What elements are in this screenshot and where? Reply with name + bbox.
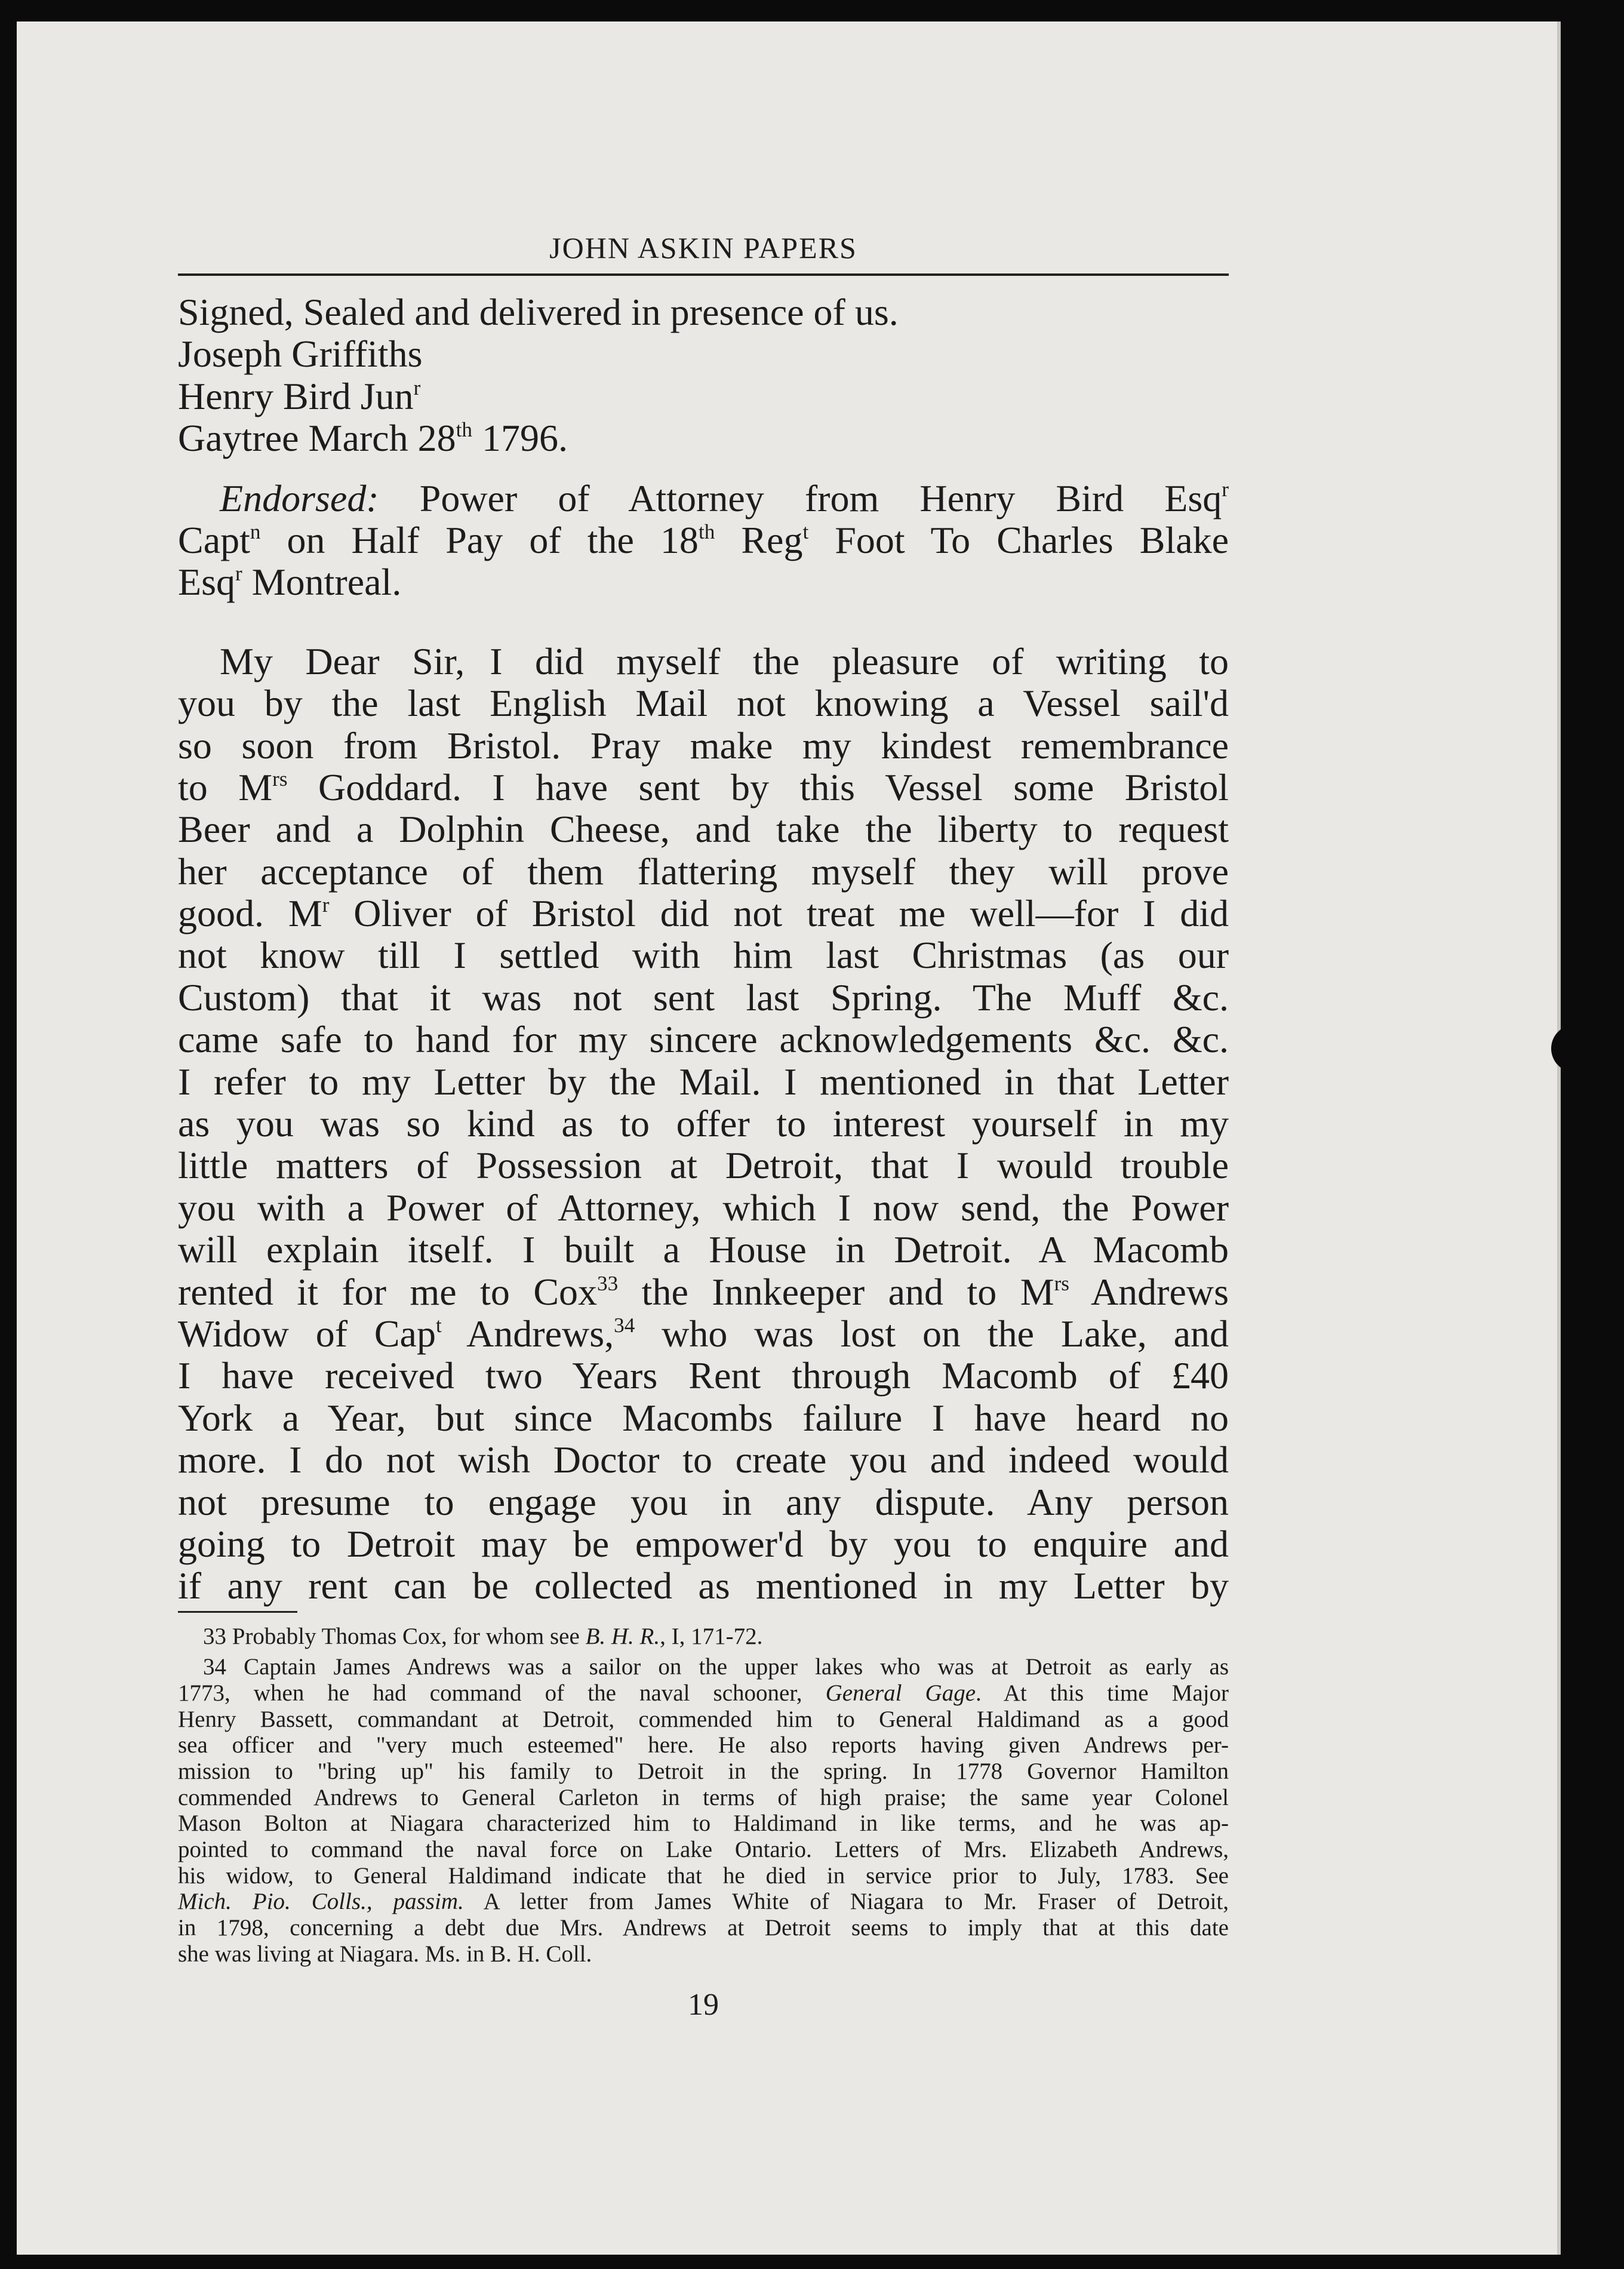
page-number: 19 xyxy=(688,1988,719,2022)
witness-block xyxy=(178,291,1229,460)
book-page xyxy=(17,21,1561,2255)
letter-line: My Dear Sir, I did myself the pleasure of writing to xyxy=(220,639,1229,682)
footnote-ref: 34 xyxy=(614,1313,635,1337)
footnote-line: mission to "bring up" his family to Detroit in the spring. In 1778 Governor Hamilton xyxy=(178,1758,1229,1785)
footnote-line: pointed to command the naval force on Lake Ontario. Letters of Mrs. Elizabeth Andrews, xyxy=(178,1837,1229,1863)
footnote-line: she was living at Niagara. Ms. in B. H. Coll. xyxy=(178,1941,592,1967)
letter-line: not presume to engage you in any dispute. Any person xyxy=(178,1480,1229,1523)
letter-line: came safe to hand for my sincere acknowledgements &c. &c. xyxy=(178,1018,1229,1061)
letter-line: rented it for me to Cox$^{33}$ the Innkeeper and to $M^{rs}$ Andrews xyxy=(178,1270,1229,1313)
page-edge-tab xyxy=(1551,1025,1575,1072)
footnote-line: commended Andrews to General Carleton in terms of high praise; the same year Colonel xyxy=(178,1784,1229,1810)
witness-line: Signed, Sealed and delivered in presence of us. xyxy=(178,291,899,333)
footnote-34 xyxy=(178,1654,1229,1967)
letter-line: not know till I settled with him last Christmas (as our xyxy=(178,934,1229,977)
endorsement-line: Endorsed: Power of Attorney from Henry Bird Esq$^r$ xyxy=(220,476,1229,519)
letter-line: little matters of Possession at Detroit, that I would trouble xyxy=(178,1144,1229,1187)
letter-line: as you was so kind as to offer to interest yourself in my xyxy=(178,1102,1229,1145)
footnote-line: 1773, when he had command of the naval schooner, General Gage. At this time Major xyxy=(178,1680,1229,1707)
letter-line: Beer and a Dolphin Cheese, and take the liberty to request xyxy=(178,808,1229,851)
letter-line: if any rent can be collected as mentioned in my Letter by xyxy=(178,1564,1229,1607)
letter-line: to $M^{rs}$ Goddard. I have sent by this Vessel some Bristol xyxy=(178,765,1229,808)
footnote-line: in 1798, concerning a debt due Mrs. Andrews at Detroit seems to imply that at this date xyxy=(178,1915,1229,1941)
letter-line: Custom) that it was not sent last Spring. The Muff &c. xyxy=(178,976,1229,1019)
footnote-ref: 33 xyxy=(597,1271,619,1295)
footnote-line: his widow, to General Haldimand indicate that he died in service prior to July, 1783. See xyxy=(178,1862,1229,1889)
letter-line: you with a Power of Attorney, which I now send, the Power xyxy=(178,1186,1229,1229)
letter-line: you by the last English Mail not knowing a Vessel sail'd xyxy=(178,682,1229,725)
footnote-line: Henry Bassett, commandant at Detroit, commended him to General Haldimand as a good xyxy=(178,1706,1229,1732)
letter-body xyxy=(178,641,1229,1607)
letter-line: York a Year, but since Macombs failure I have heard no xyxy=(178,1396,1229,1439)
endorsement-line: Esq$^r$ Montreal. xyxy=(178,561,402,604)
letter-line: going to Detroit may be empower'd by you to enquire and xyxy=(178,1522,1229,1565)
letter-line: so soon from Bristol. Pray make my kindest remembrance xyxy=(178,724,1229,767)
footnotes xyxy=(178,1624,1229,1967)
footnote-line: sea officer and "very much esteemed" here. He also reports having given Andrews per- xyxy=(178,1732,1229,1758)
witness-date: Gaytree March 28th 1796. xyxy=(178,417,568,460)
footnote-line: 33 Probably Thomas Cox, for whom see B. H. R., I, 171-72. xyxy=(203,1623,763,1649)
footnote-line: Mason Bolton at Niagara characterized him to Haldimand in like terms, and he was ap- xyxy=(178,1810,1229,1837)
endorsed-label: Endorsed: xyxy=(220,476,379,519)
footnote-line: 34 Captain James Andrews was a sailor on the upper lakes who was at Detroit as early as xyxy=(203,1654,1229,1680)
letter-line: good. $M^r$ Oliver of Bristol did not treat me well—for I did xyxy=(178,892,1229,935)
letter-line: her acceptance of them flattering myself they will prove xyxy=(178,850,1229,893)
page-content xyxy=(178,230,1229,2022)
footnote-line: Mich. Pio. Colls., passim. A letter from James White of Niagara to Mr. Fraser of Detroit, xyxy=(178,1889,1229,1915)
witness-name: Henry Bird Jun$^r$ xyxy=(178,374,421,417)
letter-line: I have received two Years Rent through Macomb of £40 xyxy=(178,1354,1229,1397)
footnote-33 xyxy=(178,1624,1229,1650)
endorsement xyxy=(178,478,1229,604)
footnote-rule xyxy=(178,1611,297,1613)
letter-line: Widow of Cap$^t$ Andrews,$^{34}$ who was lost on the Lake, and xyxy=(178,1312,1229,1355)
letter-line: will explain itself. I built a House in Detroit. A Macomb xyxy=(178,1228,1229,1271)
letter-line: more. I do not wish Doctor to create you and indeed would xyxy=(178,1438,1229,1481)
endorsement-line: Capt$^n$ on Half Pay of the 18th Reg$^t$ Foot To Charles Blake xyxy=(178,518,1229,561)
witness-name: Joseph Griffiths xyxy=(178,333,423,376)
letter-line: I refer to my Letter by the Mail. I mentioned in that Letter xyxy=(178,1060,1229,1103)
running-head: JOHN ASKIN PAPERS xyxy=(178,230,1229,276)
